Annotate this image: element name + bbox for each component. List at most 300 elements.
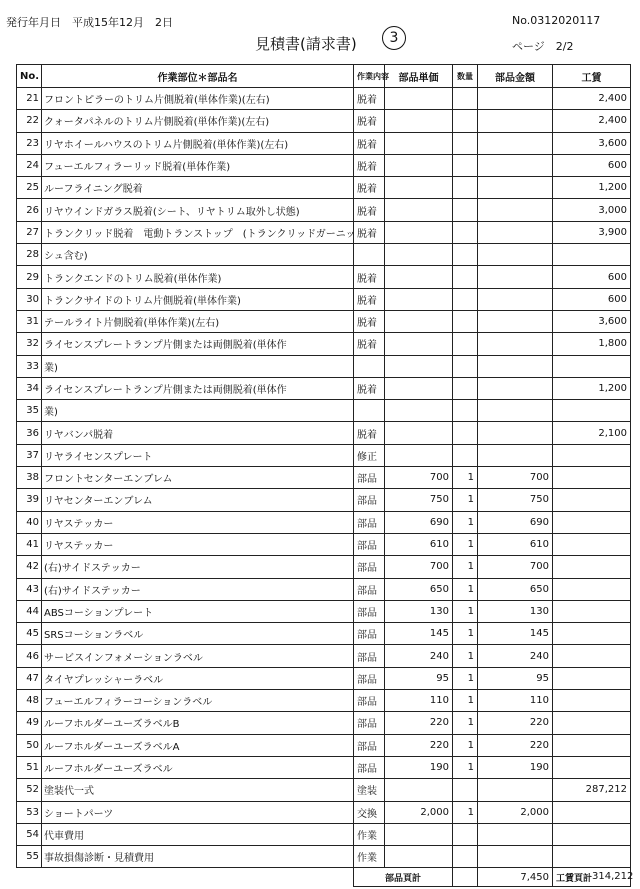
row-description: タイヤプレッシャーラベル xyxy=(42,667,354,689)
row-unit-price: 610 xyxy=(385,533,453,555)
table-row xyxy=(17,444,631,466)
row-quantity: 1 xyxy=(453,801,478,823)
row-amount xyxy=(478,310,553,332)
row-number: 55 xyxy=(17,846,42,868)
row-quantity: 1 xyxy=(453,511,478,533)
table-row xyxy=(17,779,631,801)
row-unit-price: 220 xyxy=(385,712,453,734)
row-amount: 110 xyxy=(478,690,553,712)
table-row xyxy=(17,645,631,667)
row-description: 代車費用 xyxy=(42,823,354,845)
row-quantity xyxy=(453,377,478,399)
row-amount xyxy=(478,288,553,310)
row-quantity xyxy=(453,823,478,845)
row-description: トランクエンドのトリム脱着(単体作業) xyxy=(42,266,354,288)
row-work-type: 作業 xyxy=(354,846,385,868)
row-work-type: 塗装 xyxy=(354,779,385,801)
row-labor xyxy=(553,846,631,868)
row-amount xyxy=(478,266,553,288)
row-number: 33 xyxy=(17,355,42,377)
table-row xyxy=(17,489,631,511)
row-number: 54 xyxy=(17,823,42,845)
row-labor: 600 xyxy=(553,266,631,288)
row-description: シュ含む) xyxy=(42,244,354,266)
row-labor xyxy=(553,578,631,600)
row-labor xyxy=(553,756,631,778)
row-unit-price xyxy=(385,244,453,266)
row-work-type: 脱着 xyxy=(354,154,385,176)
row-labor: 1,200 xyxy=(553,377,631,399)
row-labor: 1,800 xyxy=(553,333,631,355)
row-amount xyxy=(478,444,553,466)
table-header-row xyxy=(17,65,631,88)
row-amount: 700 xyxy=(478,467,553,489)
row-unit-price xyxy=(385,377,453,399)
row-work-type: 部品 xyxy=(354,533,385,555)
row-labor xyxy=(553,533,631,555)
row-amount: 145 xyxy=(478,623,553,645)
row-labor xyxy=(553,400,631,422)
row-work-type: 脱着 xyxy=(354,310,385,332)
row-amount xyxy=(478,132,553,154)
row-amount: 700 xyxy=(478,556,553,578)
row-quantity xyxy=(453,154,478,176)
row-work-type: 部品 xyxy=(354,734,385,756)
table-row xyxy=(17,801,631,823)
table-row xyxy=(17,734,631,756)
row-quantity xyxy=(453,422,478,444)
row-unit-price xyxy=(385,288,453,310)
table-row xyxy=(17,712,631,734)
parts-total: 7,450 xyxy=(478,868,553,887)
table-row xyxy=(17,288,631,310)
row-number: 49 xyxy=(17,712,42,734)
row-number: 22 xyxy=(17,110,42,132)
row-description: トランクリッド脱着 電動トランストップ (トランクリッドガーニッ xyxy=(42,221,354,243)
row-description: ルーフホルダーユーズラベルA xyxy=(42,734,354,756)
row-quantity xyxy=(453,177,478,199)
row-number: 41 xyxy=(17,533,42,555)
row-description: (右)サイドステッカー xyxy=(42,556,354,578)
row-amount xyxy=(478,377,553,399)
row-quantity: 1 xyxy=(453,467,478,489)
row-work-type: 脱着 xyxy=(354,199,385,221)
row-labor: 2,400 xyxy=(553,88,631,110)
row-work-type: 作業 xyxy=(354,823,385,845)
row-labor xyxy=(553,823,631,845)
row-unit-price xyxy=(385,846,453,868)
row-unit-price: 110 xyxy=(385,690,453,712)
row-work-type: 脱着 xyxy=(354,88,385,110)
row-quantity xyxy=(453,846,478,868)
row-number: 21 xyxy=(17,88,42,110)
document-number: No.0312020117 xyxy=(512,14,601,27)
table-row xyxy=(17,756,631,778)
row-number: 28 xyxy=(17,244,42,266)
row-number: 51 xyxy=(17,756,42,778)
row-description: ルーフホルダーユーズラベル xyxy=(42,756,354,778)
row-work-type: 部品 xyxy=(354,556,385,578)
row-work-type: 脱着 xyxy=(354,422,385,444)
row-number: 45 xyxy=(17,623,42,645)
row-amount xyxy=(478,779,553,801)
row-amount: 95 xyxy=(478,667,553,689)
row-unit-price xyxy=(385,132,453,154)
table-row xyxy=(17,154,631,176)
row-labor xyxy=(553,355,631,377)
row-amount xyxy=(478,199,553,221)
row-number: 43 xyxy=(17,578,42,600)
row-labor: 3,000 xyxy=(553,199,631,221)
row-unit-price: 700 xyxy=(385,556,453,578)
totals-spacer xyxy=(17,868,354,887)
row-quantity: 1 xyxy=(453,756,478,778)
row-work-type: 脱着 xyxy=(354,132,385,154)
row-unit-price: 650 xyxy=(385,578,453,600)
row-work-type: 脱着 xyxy=(354,333,385,355)
row-amount: 190 xyxy=(478,756,553,778)
row-work-type: 部品 xyxy=(354,623,385,645)
row-unit-price: 145 xyxy=(385,623,453,645)
row-description: クォータパネルのトリム片側脱着(単体作業)(左右) xyxy=(42,110,354,132)
row-labor: 600 xyxy=(553,154,631,176)
row-work-type: 脱着 xyxy=(354,377,385,399)
table-row xyxy=(17,199,631,221)
row-amount xyxy=(478,221,553,243)
row-quantity xyxy=(453,288,478,310)
row-number: 24 xyxy=(17,154,42,176)
row-amount xyxy=(478,244,553,266)
row-amount: 750 xyxy=(478,489,553,511)
row-amount: 2,000 xyxy=(478,801,553,823)
row-description: リヤバンパ脱着 xyxy=(42,422,354,444)
row-labor: 3,600 xyxy=(553,310,631,332)
row-unit-price xyxy=(385,310,453,332)
row-unit-price xyxy=(385,422,453,444)
row-unit-price xyxy=(385,177,453,199)
table-row xyxy=(17,823,631,845)
row-unit-price xyxy=(385,266,453,288)
circled-number: 3 xyxy=(382,26,406,50)
row-amount: 130 xyxy=(478,600,553,622)
row-labor xyxy=(553,801,631,823)
row-unit-price xyxy=(385,779,453,801)
row-number: 53 xyxy=(17,801,42,823)
row-unit-price: 240 xyxy=(385,645,453,667)
row-description: ルーフホルダーユーズラベルB xyxy=(42,712,354,734)
row-description: SRSコーションラベル xyxy=(42,623,354,645)
row-number: 34 xyxy=(17,377,42,399)
row-number: 39 xyxy=(17,489,42,511)
row-number: 26 xyxy=(17,199,42,221)
row-quantity xyxy=(453,88,478,110)
row-amount xyxy=(478,177,553,199)
col-header-amount: 部品金額 xyxy=(478,65,553,88)
table-row xyxy=(17,533,631,555)
row-quantity: 1 xyxy=(453,578,478,600)
row-description: トランクサイドのトリム片側脱着(単体作業) xyxy=(42,288,354,310)
table-row xyxy=(17,244,631,266)
row-description: テールライト片側脱着(単体作業)(左右) xyxy=(42,310,354,332)
row-work-type: 部品 xyxy=(354,756,385,778)
table-body xyxy=(17,88,631,868)
col-header-unit-price: 部品単価 xyxy=(385,65,453,88)
page-indicator: ページ 2/2 xyxy=(512,40,574,53)
row-work-type: 脱着 xyxy=(354,288,385,310)
row-quantity: 1 xyxy=(453,667,478,689)
row-unit-price xyxy=(385,400,453,422)
row-unit-price: 190 xyxy=(385,756,453,778)
row-description: リヤライセンスプレート xyxy=(42,444,354,466)
row-number: 38 xyxy=(17,467,42,489)
row-quantity xyxy=(453,779,478,801)
row-quantity xyxy=(453,110,478,132)
table-row xyxy=(17,511,631,533)
row-unit-price xyxy=(385,333,453,355)
row-labor: 287,212 xyxy=(553,779,631,801)
table-row xyxy=(17,377,631,399)
row-quantity: 1 xyxy=(453,623,478,645)
row-description: フロントピラーのトリム片側脱着(単体作業)(左右) xyxy=(42,88,354,110)
row-labor xyxy=(553,600,631,622)
row-description: フロントセンターエンブレム xyxy=(42,467,354,489)
row-quantity: 1 xyxy=(453,489,478,511)
row-labor xyxy=(553,467,631,489)
row-unit-price xyxy=(385,154,453,176)
row-labor xyxy=(553,489,631,511)
col-header-qty: 数量 xyxy=(453,65,478,88)
row-amount xyxy=(478,154,553,176)
row-amount: 220 xyxy=(478,712,553,734)
row-description: 業) xyxy=(42,355,354,377)
row-quantity: 1 xyxy=(453,556,478,578)
row-number: 50 xyxy=(17,734,42,756)
table-row xyxy=(17,266,631,288)
row-unit-price: 750 xyxy=(385,489,453,511)
table-row xyxy=(17,578,631,600)
table-row xyxy=(17,600,631,622)
row-amount: 220 xyxy=(478,734,553,756)
row-unit-price xyxy=(385,221,453,243)
row-work-type: 部品 xyxy=(354,467,385,489)
row-work-type: 部品 xyxy=(354,645,385,667)
row-work-type: 脱着 xyxy=(354,221,385,243)
row-amount xyxy=(478,333,553,355)
row-unit-price: 2,000 xyxy=(385,801,453,823)
row-unit-price: 690 xyxy=(385,511,453,533)
table-row xyxy=(17,310,631,332)
row-work-type xyxy=(354,244,385,266)
row-unit-price: 95 xyxy=(385,667,453,689)
row-number: 36 xyxy=(17,422,42,444)
row-description: ABSコーションプレート xyxy=(42,600,354,622)
row-labor xyxy=(553,556,631,578)
row-unit-price xyxy=(385,444,453,466)
labor-total: 工賃頁計 314,212 xyxy=(553,868,631,887)
row-quantity: 1 xyxy=(453,690,478,712)
row-number: 35 xyxy=(17,400,42,422)
row-number: 44 xyxy=(17,600,42,622)
row-description: ライセンスプレートランプ片側または両側脱着(単体作 xyxy=(42,333,354,355)
parts-total-label: 部品頁計 xyxy=(354,868,453,887)
row-work-type: 部品 xyxy=(354,489,385,511)
table-row xyxy=(17,110,631,132)
row-quantity: 1 xyxy=(453,533,478,555)
row-description: (右)サイドステッカー xyxy=(42,578,354,600)
row-number: 31 xyxy=(17,310,42,332)
row-amount xyxy=(478,110,553,132)
row-labor: 600 xyxy=(553,288,631,310)
row-labor xyxy=(553,623,631,645)
row-number: 48 xyxy=(17,690,42,712)
table-row xyxy=(17,467,631,489)
row-number: 29 xyxy=(17,266,42,288)
table-row xyxy=(17,88,631,110)
row-work-type xyxy=(354,355,385,377)
row-unit-price xyxy=(385,88,453,110)
row-number: 27 xyxy=(17,221,42,243)
row-description: フューエルフィラーコーションラベル xyxy=(42,690,354,712)
table-row xyxy=(17,400,631,422)
table-row xyxy=(17,846,631,868)
row-labor: 1,200 xyxy=(553,177,631,199)
row-unit-price: 220 xyxy=(385,734,453,756)
row-work-type: 部品 xyxy=(354,578,385,600)
row-labor xyxy=(553,712,631,734)
row-work-type xyxy=(354,400,385,422)
row-unit-price xyxy=(385,110,453,132)
estimate-table xyxy=(16,64,634,887)
row-labor xyxy=(553,690,631,712)
row-number: 46 xyxy=(17,645,42,667)
row-quantity: 1 xyxy=(453,734,478,756)
row-number: 40 xyxy=(17,511,42,533)
col-header-labor: 工賃 xyxy=(553,65,631,88)
document-title: 見積書(請求書) xyxy=(255,35,357,53)
col-header-no: No. xyxy=(17,65,42,88)
col-header-desc: 作業部位＊部品名 xyxy=(42,65,354,88)
row-work-type: 交換 xyxy=(354,801,385,823)
row-number: 47 xyxy=(17,667,42,689)
row-quantity: 1 xyxy=(453,645,478,667)
row-number: 37 xyxy=(17,444,42,466)
row-description: ライセンスプレートランプ片側または両側脱着(単体作 xyxy=(42,377,354,399)
row-amount xyxy=(478,823,553,845)
row-unit-price: 700 xyxy=(385,467,453,489)
row-work-type: 部品 xyxy=(354,600,385,622)
issue-date: 発行年月日 平成15年12月 2日 xyxy=(6,16,173,29)
row-number: 32 xyxy=(17,333,42,355)
row-amount: 690 xyxy=(478,511,553,533)
row-amount: 610 xyxy=(478,533,553,555)
table-row xyxy=(17,556,631,578)
table-row xyxy=(17,422,631,444)
row-labor: 2,400 xyxy=(553,110,631,132)
row-work-type: 部品 xyxy=(354,690,385,712)
totals-row xyxy=(17,868,631,887)
row-unit-price xyxy=(385,355,453,377)
table-row xyxy=(17,177,631,199)
row-work-type: 修正 xyxy=(354,444,385,466)
row-quantity xyxy=(453,244,478,266)
parts-total-value xyxy=(453,868,478,887)
row-labor: 3,900 xyxy=(553,221,631,243)
row-quantity xyxy=(453,310,478,332)
row-quantity xyxy=(453,444,478,466)
row-labor xyxy=(553,244,631,266)
row-description: リヤホイールハウスのトリム片側脱着(単体作業)(左右) xyxy=(42,132,354,154)
table-row xyxy=(17,355,631,377)
row-amount: 240 xyxy=(478,645,553,667)
col-header-work: 作業内容 xyxy=(354,65,385,88)
row-work-type: 部品 xyxy=(354,511,385,533)
row-description: リヤセンターエンブレム xyxy=(42,489,354,511)
row-quantity xyxy=(453,400,478,422)
row-description: ルーフライニング脱着 xyxy=(42,177,354,199)
table-row xyxy=(17,221,631,243)
row-number: 42 xyxy=(17,556,42,578)
row-quantity xyxy=(453,199,478,221)
row-description: 塗装代一式 xyxy=(42,779,354,801)
row-number: 52 xyxy=(17,779,42,801)
row-description: 事故損傷診断・見積費用 xyxy=(42,846,354,868)
row-description: ショートパーツ xyxy=(42,801,354,823)
row-labor xyxy=(553,645,631,667)
row-work-type: 脱着 xyxy=(354,177,385,199)
row-amount xyxy=(478,422,553,444)
row-labor: 3,600 xyxy=(553,132,631,154)
row-unit-price: 130 xyxy=(385,600,453,622)
row-number: 23 xyxy=(17,132,42,154)
row-description: リヤステッカー xyxy=(42,533,354,555)
row-labor xyxy=(553,511,631,533)
table-row xyxy=(17,623,631,645)
row-quantity xyxy=(453,132,478,154)
row-description: リヤウインドガラス脱着(シート、リヤトリム取外し状態) xyxy=(42,199,354,221)
table-row xyxy=(17,333,631,355)
row-work-type: 脱着 xyxy=(354,110,385,132)
table-row xyxy=(17,132,631,154)
row-quantity: 1 xyxy=(453,600,478,622)
row-number: 25 xyxy=(17,177,42,199)
row-quantity xyxy=(453,355,478,377)
row-unit-price xyxy=(385,199,453,221)
row-quantity: 1 xyxy=(453,712,478,734)
row-amount xyxy=(478,400,553,422)
row-description: 業) xyxy=(42,400,354,422)
row-work-type: 脱着 xyxy=(354,266,385,288)
row-description: フューエルフィラーリッド脱着(単体作業) xyxy=(42,154,354,176)
row-work-type: 部品 xyxy=(354,667,385,689)
row-amount xyxy=(478,355,553,377)
table-row xyxy=(17,667,631,689)
row-number: 30 xyxy=(17,288,42,310)
row-unit-price xyxy=(385,823,453,845)
row-work-type: 部品 xyxy=(354,712,385,734)
row-description: サービスインフォメーションラベル xyxy=(42,645,354,667)
row-quantity xyxy=(453,266,478,288)
table-row xyxy=(17,690,631,712)
row-labor xyxy=(553,734,631,756)
row-labor xyxy=(553,444,631,466)
row-amount xyxy=(478,88,553,110)
row-labor xyxy=(553,667,631,689)
row-quantity xyxy=(453,221,478,243)
row-quantity xyxy=(453,333,478,355)
row-description: リヤステッカー xyxy=(42,511,354,533)
row-labor: 2,100 xyxy=(553,422,631,444)
row-amount: 650 xyxy=(478,578,553,600)
